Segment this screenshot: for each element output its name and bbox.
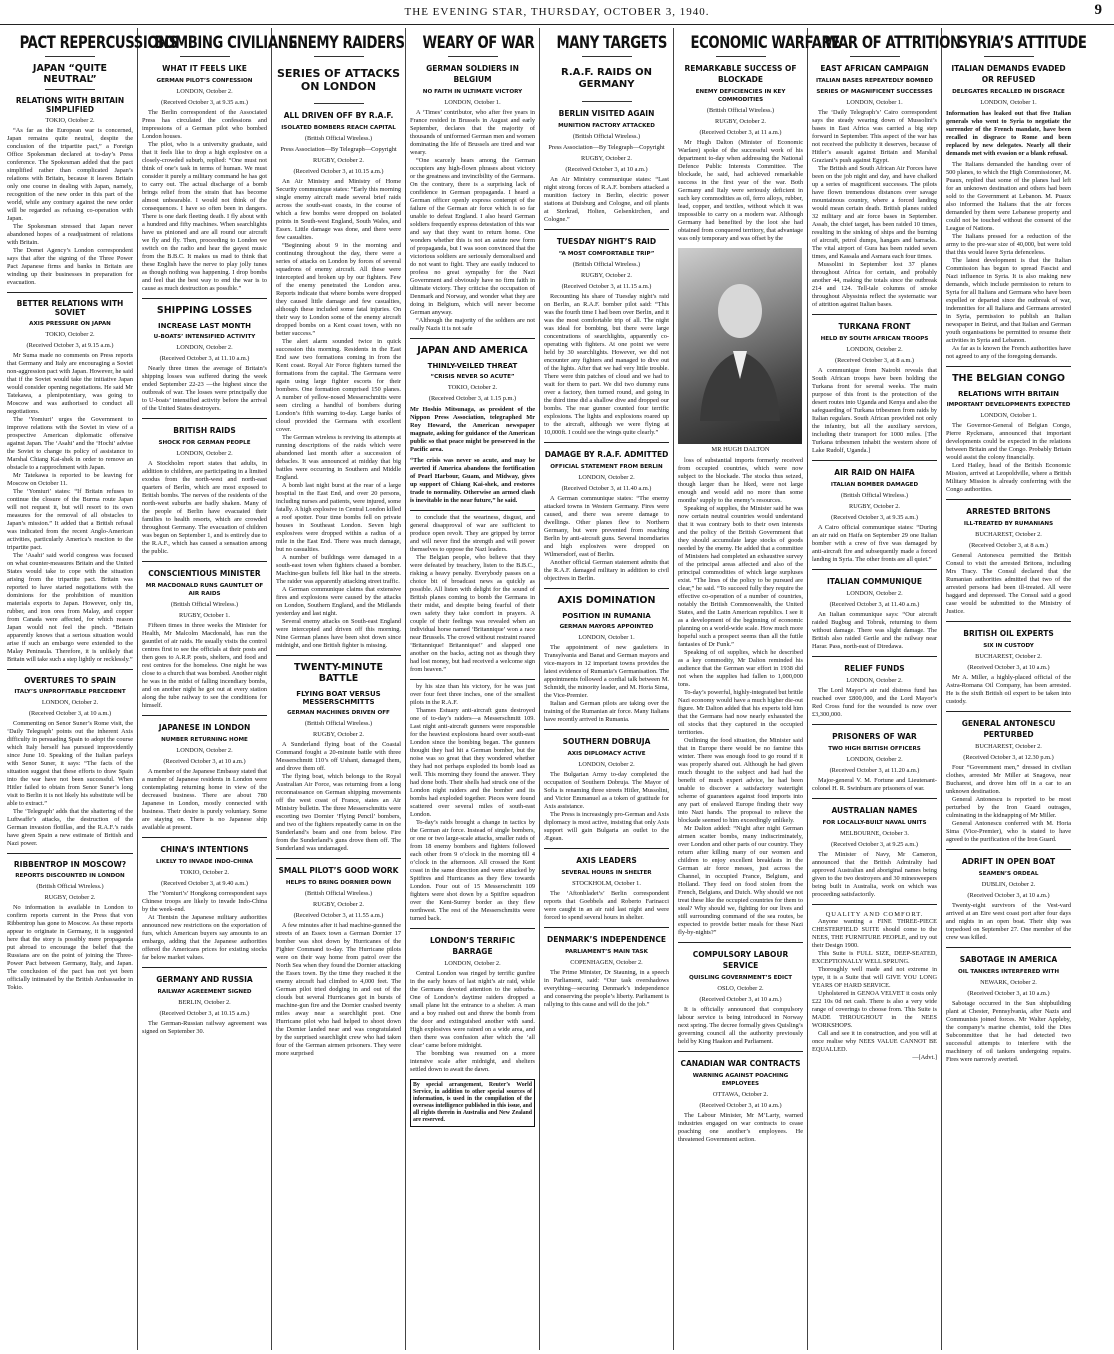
reuters-notice — [410, 1079, 535, 1127]
paragraph: The German-Russian railway agreement was signed on September 30. — [142, 1020, 267, 1035]
paragraph: Major-general V. M. Fortune and Lieutenant-colonel H. R. Swinburn are prisoners of war. — [812, 777, 937, 792]
column-4 — [405, 28, 539, 1350]
source-line: Press Association—By Telegraph—Copyright — [280, 146, 397, 153]
column-heading: BOMBING CIVILIANS — [154, 33, 298, 52]
paragraph: Commenting on Senor Suner’s Rome visit, the ‘Daily Telegraph’ points out the inherent Axis difficulty in persuading Spain to adopt the course which Italy herself has pursued improvidently since June 10. Speaking of the Italian parleys with Senor Suner, it says: “The facts of the situation suggest that these efforts to draw Spain into the war have not been successful. When Hitler failed to obtain from Senor Suner’s long visit to Berlin it is not likely his substitute will be able to extract.” — [7, 720, 133, 807]
dateline: DUBLIN, October 2. — [981, 881, 1036, 888]
dateline: BUCHAREST, October 2. — [975, 531, 1042, 538]
paragraph: Central London was ringed by terrific gunfire in the early hours of last night’s air raid, while the Germans devoted attention to the suburbs. One of London’s daytime raiders dropped a small plane hit the entrance to a shelter. A man and a boy rushed out and threw the bomb from the door and extinguished another with sand. High explosives were rained on a wide area, and then there was confusion after which the ‘all clear’ came before midnight. — [410, 970, 535, 1049]
received-line: (Received October 3, at 10.15 a.m.) — [159, 1010, 250, 1017]
story-headline: BRITISH RAIDS — [173, 426, 236, 435]
paragraph: It is officially announced that compulsory labour service is being introduced in Norway next spring. The decree formally gives Quisling’s governing council all the authority previously held by King Haakon and Parliament. — [678, 1006, 803, 1045]
newspaper-columns — [3, 28, 1111, 1350]
story-headline: REMARKABLE SUCCESS OF BLOCKADE — [684, 64, 797, 84]
paragraph: Lord Hailey, head of the British Economic Mission, arrived at Leopoldville, where a British Military Mission is already conferring with the Congo authorities. — [946, 462, 1071, 493]
paragraph: “Although the majority of the soldiers are not really Nazis it is not safe — [410, 317, 535, 332]
dateline: TOKIO, October 2. — [45, 331, 95, 338]
story-subhead: POSITION IN RUMANIA — [562, 612, 651, 620]
received-line: (Received October 3, at 11.40 a.m.) — [829, 601, 920, 608]
story-subhead: SERIES OF MAGNIFICENT SUCCESSES — [816, 89, 933, 95]
story-headline: SMALL PILOT’S GOOD WORK — [278, 866, 399, 875]
story-subhead: THINLY-VEILED THREAT — [427, 362, 518, 370]
advert-paragraph: Anyone wanting a FINE THREE-PIECE CHESTERFIELD SUITE should come to the NEES, THE FURNITURE PEOPLE, and try out their Design 1900. — [812, 918, 937, 949]
dateline: RUGBY, October 2. — [849, 503, 900, 510]
received-line: (Received October 3, at 11.15 a.m.) — [561, 283, 652, 290]
dateline: LONDON, October 2. — [846, 756, 903, 763]
dateline: LONDON, October 2. — [846, 590, 903, 597]
paragraph: Fifteen times in three weeks the Minister for Health, Mr Malcolm Macdonald, has run the gauntlet of air raids. He usually visits the control centres first to see the officials at their posts and then goes to A.R.P. posts, shelters, and food and rest centres for the homeless. One night he was close to a church that was bombed. Another night he was in the midst of falling incendiary bombs, and on another night he got out at every station along the tube railway to see the conditions for himself. — [142, 622, 267, 709]
source-line: (British Official Wireless.) — [840, 492, 909, 499]
column-heading: PACT REPERCUSSIONS — [19, 33, 178, 52]
received-line: (Received October 3, at 9.40 a.m.) — [161, 880, 248, 887]
story-subhead: WARNING AGAINST POACHING EMPLOYEES — [692, 1073, 789, 1087]
story-subhead: RELATIONS WITH BRITAIN — [957, 390, 1059, 398]
paragraph: Speaking of supplies, the Minister said he was now certain neutral countries would understand that it was contrary both to their own interests and the policy of the British Government that they should accumulate large stocks of goods needed by the enemy. He added that a committee of Ministers had completed an exhaustive survey of the principal areas affected and also of the principal commodities of which large surpluses exist. “The lines of the policy to be pursued are clear,” he said. “To succeed fully they require the effective co-operation of a number of countries, notably the British Commonwealth, the United States, and the Latin American republics. I see it as a development of the beginning of economic planning on a world-wide scale. How much more hopeful such a prospect seems than all the futile fantasies of Dr Funk.” — [678, 505, 803, 648]
story-headline: TUESDAY NIGHT’S RAID — [556, 237, 657, 246]
dateline: OTTAWA, October 2. — [712, 1091, 769, 1098]
paragraph: The Berlin correspondent of the Associated Press has circulated the confessions and impressions of a German pilot who bombed London houses. — [142, 109, 267, 140]
dateline: LONDON, October 1. — [980, 99, 1037, 106]
story-subhead: GERMAN MAYORS APPOINTED — [559, 624, 654, 630]
dateline: BERLIN, October 2. — [178, 999, 231, 1006]
paragraph: to conclude that the weariness, disgust, and general disapproval of war are sufficient to produce open revolt. They are gripped by terror and will never find the strength and will power themselves to oppose the Nazi leaders. — [410, 514, 535, 553]
story-headline: R.A.F. RAIDS ON GERMANY — [560, 67, 653, 90]
story-headline: CANADIAN WAR CONTRACTS — [680, 1059, 801, 1068]
story-headline: RELIEF FUNDS — [844, 664, 905, 673]
story-subhead: OIL TANKERS INTERFERED WITH — [958, 969, 1059, 975]
paragraph: The bombing was resumed on a more intensive scale after midnight, and shelters settled down to await the dawn. — [410, 1050, 535, 1073]
paragraph: At Tientsin the Japanese military authorities announced new restrictions on the exportation of furs, which American buyers say amounts to an embargo, adding that the Japanese authorities offered the Americans prices for existing stocks far below market values. — [142, 914, 267, 961]
story-headline: DENMARK’S INDEPENDENCE — [547, 935, 666, 944]
source-line: (British Official Wireless.) — [170, 601, 239, 608]
dateline: TOKIO, October 2. — [179, 869, 230, 876]
dateline: MELBOURNE, October 3. — [840, 830, 909, 837]
dateline: BUCHAREST, October 2. — [975, 653, 1042, 660]
advert-paragraph: Upholstered in GENOA VELVET it costs only £22 10s 0d net cash. There is also a very wide range of coverings to choose from. This Suite is MADE THROUGHOUT in the NEES WORKSHOPS. — [812, 990, 937, 1029]
paragraph: The alert alarm sounded twice in quick succession this morning. Residents in the East End saw two formations coming in from the Kent coast. Royal Air Force fighters turned the formations from the capital. The Germans were again using large fighter escorts for their bombers. One formation comprised 150 planes. A number of yellow-nosed Messerschmitts were seen circling a handful of bombers during London’s fifth warning to-day. Large banks of cloud provided the Germans with excellent cover. — [276, 338, 401, 433]
page-number: 9 — [1094, 2, 1102, 18]
paragraph: The Press is increasingly pro-German and Axis diplomacy is most active, insisting that only Axis support will gain Bulgaria an outlet to the Ægean. — [544, 811, 669, 842]
paragraph: The Italians pressed for a reduction of the army to the pre-war size of 40,000, but were told that this would leave Syria defenceless. — [946, 233, 1071, 256]
source-line: (British Official Wireless.) — [36, 883, 104, 890]
paragraph: The Prime Minister, Dr Stauning, in a speech in Parliament, said: “Our task overshadows everything—securing Denmark’s independence and conserving the people’s liberty. Parliament is rallying to this cause and will do the job.” — [544, 969, 669, 1008]
story-headline: BETTER RELATIONS WITH SOVIET — [16, 299, 124, 317]
story-headline: SABOTAGE IN AMERICA — [959, 955, 1058, 964]
story-headline: ITALIAN COMMUNIQUE — [827, 577, 922, 586]
advert-title: QUALITY AND COMFORT. — [825, 911, 924, 918]
received-line: (Received October 3, at 10 a.m.) — [967, 990, 1050, 997]
portrait-photo — [678, 248, 802, 444]
story-headline: RIBBENTROP IN MOSCOW? — [13, 860, 127, 869]
story-subhead: ISOLATED BOMBERS REACH CAPITAL — [281, 125, 396, 131]
paragraph: The Belgian people, who believe that they were defeated by treachery, listen to the B.B.C., risking a heavy penalty. Everybody passes on a choice bit of broadcast news as quickly as possible. All listen with delight for the sound of British planes coming to bomb the Germans in their midst, and despite being fearful of their own safety they take comfort in prayers. A couple of their feelings was revealed when an individual horse named ‘Britannique’ won a race near Brussels. The crowd without restraint roared ‘Britannique! Britannique!’ and slapped one another on the backs, acting not as though they had lost money, but had received a welcome sign from heaven.” — [410, 554, 535, 673]
received-line: (Received October 3, at 8 a.m.) — [968, 542, 1049, 549]
story-subhead: ILL-TREATED BY RUMANIANS — [963, 521, 1054, 527]
paragraph: The Lord Mayor’s air raid distress fund has reached over £800,000, and the Lord Mayor’s Red Cross fund for the wounded is now over £3,300,000. — [812, 687, 937, 718]
received-line: (Received October 3, at 10 a.m.) — [699, 996, 782, 1003]
portrait-icon — [695, 271, 785, 421]
paragraph: A Sunderland flying boat of the Coastal Command fought a 20-minute battle with three Messerschmitt 110’s off Ushant, damaged them, and drove them off. — [276, 741, 401, 772]
notice-text: By special arrangement, Reuter’s World Service, in addition to other special sources of information, is used in the compilation of the overseas intelligence published in this issue, and all rights therein in Australia and New Zealand are reserved. — [413, 1082, 532, 1123]
paragraph: A bomb last night burst at the rear of a large hospital in the East End, and over 20 persons, including nurses and patients, were injured, some fatally. A high explosive in Central London killed a roof spotter. Four time bombs fell on private houses in Southeast London. Seven high explosives were dropped within a radius of a mile in the East End. There was much damage, but no casualties. — [276, 482, 401, 553]
story-headline: COMPULSORY LABOUR SERVICE — [692, 950, 789, 970]
bold-paragraph: “The crisis was never so acute, and may be averted if America abandons the fortification of Pearl Harbour, Guam, and Midway, gives up support of Chiang Kai-shek, and restores trade to normality. Otherwise an armed clash is inevitable in the near future,” he said. — [410, 457, 535, 504]
paragraph: Mussolini in September lost 37 planes throughout Africa for certain, and probably another 44, making the totals since the outbreak 214 and 124. Tell-tale columns of smoke throughout Abyssinia reflect the systematic war of attrition against Italian bases. — [812, 261, 937, 308]
paragraph: “As far as the European war is concerned, Japan remains quite neutral, despite the conclusion of the tripartite pact,” a Foreign Office Spokesman declared at to-day’s Press conference. The Spokesman added that the pact simplified rather than complicated Japan’s relations with Britain, because it leaves Britain only one course in dealing with Japan, namely, recognition of the new order in this part of the world, while any contrary against the new order will be regarded as refusing co-operation with Japan. — [7, 127, 133, 222]
dateline: LONDON, October 1. — [980, 412, 1037, 419]
story-headline: TWENTY-MINUTE BATTLE — [294, 662, 383, 684]
received-line: (Received October 3, at 11.20 a.m.) — [829, 767, 920, 774]
advert-signature: —[Advt.] — [912, 1054, 937, 1061]
story-headline: OVERTURES TO SPAIN — [24, 676, 116, 685]
paragraph: “One scarcely hears among the German occupiers any high-flown phrases about victory or the greatness and invincibility of the Germans. On the contrary, there is a surprising lack of confidence in German propaganda. I heard a German officer openly express contempt of the failure of the German air force which is so far unable to defeat England. I also heard German soldiers frequently express detestation of this war and say that they want to return home. One wonders whether this is not an astute new form of propaganda, but I was soon convinced that the victorious soldiers are seriously demoralised and do not want to fight. They are easily induced to profess no great sympathy for the Nazi Government and obviously have no firm faith in ultimate victory. They criticise the occupation of Denmark and Norway, and wonder what they are doing in Belgium, which will never become German anyway. — [410, 157, 535, 316]
story-headline: JAPANESE IN LONDON — [158, 723, 251, 732]
received-line: (Received October 3, at 11 a.m.) — [699, 129, 782, 136]
paragraph: A ‘Times’ contributor, who after five years in France resided in Brussels in August and early September, declares that the majority of thousands of uniformed German men and women dominating the life of Brussels are tired and war weary. — [410, 109, 535, 156]
story-headline: DAMAGE BY R.A.F. ADMITTED — [544, 450, 669, 459]
received-line: (Received October 3, at 10 a.m.) — [565, 166, 648, 173]
dateline: STOCKHOLM, October 1. — [572, 880, 641, 887]
story-subhead: OFFICIAL STATEMENT FROM BERLIN — [550, 464, 663, 470]
story-headline: SHIPPING LOSSES — [156, 305, 253, 316]
source-line: (British Official Wireless.) — [304, 720, 373, 727]
story-subhead: AXIS DIPLOMACY ACTIVE — [567, 751, 646, 757]
column-8 — [941, 28, 1087, 1350]
story-subhead: “A MOST COMFORTABLE TRIP” — [558, 251, 655, 257]
column-5 — [539, 28, 673, 1350]
dateline: LONDON, October 2. — [578, 474, 635, 481]
column-heading: ENEMY RAIDERS — [288, 33, 405, 52]
story-headline: AXIS DOMINATION — [557, 595, 656, 606]
dateline: LONDON, October 2. — [176, 88, 233, 95]
dateline: LONDON, October 2. — [41, 699, 99, 706]
source-line: (British Official Wireless.) — [706, 107, 775, 114]
story-subhead: PARLIAMENT’S MAIN TASK — [565, 949, 648, 955]
dateline: LONDON, October 1. — [444, 99, 501, 106]
paragraph: General Antonescu is reported to be most perturbed by the Iron Guard outrages, culminating in the kidnapping of Mr Miller. — [946, 796, 1071, 819]
paragraph: loss of substantial imports formerly received from occupied countries, which were now subject to the blockade. The stocks thus seized, though larger than he liked, were not large enough and would add no more than some months’ supply to the enemy’s resources. — [678, 457, 803, 504]
paragraph: Recounting his share of Tuesday night’s raid on Berlin, an R.A.F. bomber pilot said: “This was the fourth time I had been over Berlin, and it was the most comfortable trip of all. The night was ideal for bombing, but there were large concentrations of searchlights, apparently co-operating with fighters. At one point we were held by 30 searchlights. However, we did not encounter any fighters and managed to dive out of the lights. After that we had very little trouble. There were thin patches of cloud and we had to wait for them to part. We did two dummy runs over a factory, then turned round, and going in the third time did a shallow dive and dropped our bombs. The rear gunner counted four terrific explosions. The lights and explosions roared up to the aircraft, although we were flying at 10,000ft. I could see the wings quite clearly.” — [544, 293, 669, 436]
masthead — [0, 0, 1114, 25]
story-subhead: GERMAN PILOT’S CONFESSION — [156, 78, 253, 84]
story-headline: BRITISH OIL EXPERTS — [963, 629, 1054, 638]
received-line: (Received October 3, at 10 a.m.) — [28, 710, 112, 717]
column-heading: WAR OF ATTRITION — [824, 33, 961, 52]
received-line: (Received October 3, at 1.15 p.m.) — [428, 395, 517, 402]
story-subhead: “CRISIS NEVER SO ACUTE” — [430, 374, 515, 380]
story-headline: ITALIAN DEMANDS EVADED OR REFUSED — [951, 64, 1066, 84]
story-headline: GERMAN SOLDIERS IN BELGIUM — [426, 64, 519, 84]
received-line: (Received October 3, at 11.40 a.m.) — [561, 485, 652, 492]
paragraph: by his size than his victory, for he was just over four feet three inches, one of the smallest pilots in the R.A.F. — [410, 683, 535, 706]
dateline: LONDON, October 1. — [846, 99, 903, 106]
story-subhead: ENEMY DEFICIENCIES IN KEY COMMODITIES — [695, 89, 786, 103]
dateline: RUGBY, October 1. — [179, 612, 230, 619]
story-headline: TURKANA FRONT — [838, 322, 911, 331]
source-line: (British Official Wireless.) — [572, 133, 641, 140]
story-headline: GENERAL ANTONESCU PERTURBED — [961, 719, 1056, 739]
column-heading: MANY TARGETS — [556, 33, 667, 52]
paragraph: The latest development is that the Italian Commission has begun to spread Fascist and Nazi influence in Syria. It is also making new demands, which include permission to return to Syria for all Italians and Germans who have been expelled or departed since the outbreak of war, indemnities for all Italians and Germans arrested in Syria, permission to publish an Italian newspaper in Beirut, and that Italian and German youth organisations be permitted to resume their activities in Syria and Lebanon. — [946, 257, 1071, 344]
story-subhead: LIKELY TO INVADE INDO-CHINA — [156, 859, 253, 865]
story-subhead: FLYING BOAT VERSUS MESSERSCHMITTS — [296, 690, 381, 706]
paragraph: Several enemy attacks on South-east England were intercepted and driven off this morning. Nine German planes have been shot down since midnight, and one British fighter is missing. — [276, 618, 401, 649]
received-line: (Received October 3, at 11.55 a.m.) — [293, 912, 384, 919]
dateline: LONDON, October 2. — [176, 450, 233, 457]
paragraph: The Governor-General of Belgian Congo, Pierre Ryckmans, announced that important developments could be expected in the relations between Britain and the Congo. Probably Britain would assist the colony financially. — [946, 422, 1071, 461]
received-line: (Received October 3, at 9.15 a.m.) — [26, 342, 114, 349]
paragraph: Outlining the food situation, the Minister said that in Europe there would be no famine this winter. There was enough food to go round if it was properly shared out. Although he had given much thought to the subject and had had the benefit of much expert advice, he had been unable to discover a satisfactory watertight scheme of guarantees against food imports into any part of enslaved Europe finding their way into Nazi hands. The proposal to relieve the blockade seemed to him exceedingly unlikely. — [678, 737, 803, 824]
dateline: NEWARK, October 2. — [980, 979, 1037, 986]
dateline: LONDON, October 2. — [578, 761, 635, 768]
paragraph: The Spokesman stressed that Japan never abandoned hopes of a readjustment of relations with Britain. — [7, 223, 133, 246]
story-subhead: IMPORTANT DEVELOPMENTS EXPECTED — [946, 402, 1071, 408]
paragraph: To-day’s powerful, highly-integrated but brittle Nazi economy would have a much higher die-out figure. Mr Dalton added that his experts told him that the Germans had now nearly exhausted the oil stocks that they captured in the occupied territories. — [678, 689, 803, 736]
paragraph: Mr Dalton added: “Night after night German airmen scatter bombs, many indiscriminately, over London and other parts of our country. They return after killing many of our women and children to enjoy excellent breakfasts in the German air force messes, just across the Channel, in occupied France, Belgium, and Holland. They feed on food stolen from the French, Belgians, and Dutch. Why should we not treat these like the occupied countries for them to steal? Why should we, fighting for our lives and still surrounding command of the sea routes, be expected to provide better meals for these Nazi fly-by-nights?” — [678, 825, 803, 936]
received-line: (Received October 3, at 10 a.m.) — [967, 892, 1050, 899]
story-subhead: FOR LOCALLY-BUILT NAVAL UNITS — [822, 820, 927, 826]
story-subhead: REPORTS DISCOUNTED IN LONDON — [15, 873, 125, 879]
paragraph: Nearly three times the average of Britain’s shipping losses was suffered during the week ended September 22-23 —the highest since the outbreak of war. The losses were principally due to U-boats’ intensified activity before the arrival of the United States destroyers. — [142, 365, 267, 412]
received-line: (Received October 3, at 10 a.m.) — [699, 1102, 782, 1109]
dateline: TOKIO, October 2. — [447, 384, 498, 391]
story-headline: JAPAN AND AMERICA — [417, 345, 528, 356]
received-line: (Received October 3, at 8 a.m.) — [834, 357, 915, 364]
paragraph: The ‘Telegraph’ adds that the shattering of the Luftwaffe’s attacks, the destruction of the German invasion flotillas, and the R.A.F.’s raids have given Spain a new estimate of British and Nazi power. — [7, 808, 133, 847]
dateline: LONDON, October 2. — [176, 747, 233, 754]
source-line: (British Official Wireless.) — [304, 890, 373, 897]
paragraph: As far as is known the French authorities have not agreed to any of the foregoing demands. — [946, 345, 1071, 360]
received-line: (Received October 3, at 9.25 a.m.) — [831, 841, 918, 848]
story-headline: ARRESTED BRITONS — [966, 507, 1051, 516]
received-line: (Received October 3, at 9.35 a.m.) — [161, 99, 248, 106]
received-line: (Received October 3, at 10 a.m.) — [967, 664, 1050, 671]
paragraph: A number of buildings were damaged in a south-east town when fighters chased a bomber. Machine-gun bullets fell like hail in the streets. The raider was apparently attacking street traffic. — [276, 554, 401, 585]
paragraph: The Domei Agency’s London correspondent says that after the signing of the Three Power Pact Japanese firms and banks in Britain are winding up their businesses in preparation for evacuation. — [7, 247, 133, 286]
paragraph: Mr Tatekawa is reported to be leaving for Moscow on October 11. — [7, 472, 133, 487]
paragraph: A German communique claims that extensive fires and explosions were caused by the attacks on London, Southern England, and the Midlands yesterday and last night. — [276, 586, 401, 617]
story-headline: JAPAN “QUITE NEUTRAL” — [32, 63, 108, 85]
dateline: LONDON, October 2. — [846, 346, 903, 353]
advert-paragraph: Thoroughly well made and not extreme in type, it is a Suite that will GIVE YOU LONG YEARS OF HARD SERVICE. — [812, 966, 937, 989]
story-subhead: ALL DRIVEN OFF BY R.A.F. — [283, 111, 394, 120]
story-subhead: SEAMEN’S ORDEAL — [978, 871, 1039, 877]
received-line: (Received October 3, at 11.10 a.m.) — [159, 355, 250, 362]
story-headline: GERMANY AND RUSSIA — [156, 975, 253, 984]
paragraph: The German wireless is reviving its attempts at running descriptions of the raids which were abandoned last month after a succession of debacles. It was announced at midday that big battles were occurring in Southern and Middle England. — [276, 434, 401, 481]
paragraph: The Bulgarian Army to-day completed the occupation of Southern Dobruja. The Mayor of Sofia is renaming three streets Hitler, Mussolini, and Victor Emmanuel as a token of gratitude for Axis assistance. — [544, 771, 669, 810]
story-headline: EAST AFRICAN CAMPAIGN — [820, 64, 929, 73]
story-subhead: ITALY’S UNPROFITABLE PRECEDENT — [14, 689, 126, 695]
paragraph: An Italian communique says: “Our aircraft raided Bugbug and Tobruk, returning to them without damage. There was slight damage. The British also raided Gerile and the railway near Harar. Pass, north-east of Diredawa. — [812, 611, 937, 650]
dateline: RUGBY, October 2. — [313, 731, 364, 738]
paragraph: Another official German statement admits that the R.A.F. damaged military in addition to civil objectives in Berlin. — [544, 559, 669, 582]
column-6 — [673, 28, 840, 1350]
column-3 — [271, 28, 405, 1350]
paragraph: Sabotage occurred in the Sun shipbuilding plant at Chester, Pennsylvania, after Nazis and Communists joined forces. Mr Walter Appleby, the company’s marine chemist, told the Dies Subcommittee that he had detected two successful attempts to interfere with the machinery of oil tankers undergoing repairs. Fires were narrowly averted. — [946, 1000, 1071, 1063]
paragraph: A Stockholm report states that adults, in addition to children, are participating in a limited exodus from the north-west and north-east quarters of Berlin, which are most exposed to British bombs. The nerves of the residents of the north-west suburbs are badly shaken. Many of the people of Berlin have evacuated their families to health resorts, which are crowded throughout Germany. The evacuation of children was begun on September 1, and is entirely due to the R.A.F., which has caused a sensation among the public. — [142, 460, 267, 555]
story-subhead: SHOCK FOR GERMAN PEOPLE — [158, 440, 251, 446]
story-subhead: RELATIONS WITH BRITAIN SIMPLIFIED — [15, 96, 125, 114]
paragraph: The ‘Asahi’ said world congress was focused on what counter-measures Britain and the United States would take to cope with the situation arising from the tripartite pact. Britain was reported to have started negotiations with the dominions for the prohibition of munition materials exports to Japan. However, only tin, rubber, and iron ores from Malay, and copper from Canada were affected, for which reason Japan would not feel the pinch. “Britain apparently knows that a serious situation would arise if such an embargo were extended to the Malay Peninsula. Therefore, it is unlikely that Britain will take such a step lightly or recklessly.” — [7, 552, 133, 663]
column-1 — [3, 28, 178, 1350]
story-headline: AIR RAID ON HAIFA — [834, 468, 915, 477]
paragraph: No information is available in London to confirm reports current in the Press that von Ribbentrop has gone to Moscow. As these reports appear to originate in Germany, it is suggested here that the story is possibly mere propaganda put abroad to encourage the belief that the Russians are on the point of joining the Three-Power Pact between Germany, Italy, and Japan. The conclusion of the pact has not yet been officially intimated by the British Ambassador in Tokio. — [7, 904, 133, 991]
story-subhead: NUMBER RETURNING HOME — [161, 737, 248, 743]
paragraph: The Labour Minister, Mr M’Larty, warned industries engaged on war contracts to cease poaching one another’s employees. He threatened Government action. — [678, 1112, 803, 1143]
story-subhead: HELD BY SOUTH AFRICAN TROOPS — [820, 336, 929, 342]
paragraph: The ‘Yomiuri’s’ Hongkong correspondent says Chinese troops are likely to invade Indo-China by the week-end. — [142, 890, 267, 913]
dateline: COPENHAGEN, October 2. — [570, 959, 643, 966]
dateline: RUGBY, October 2. — [581, 272, 632, 279]
source-line: (British Official Wireless.) — [304, 135, 373, 142]
paragraph: Speaking of oil supplies, which he described as a key commodity, Mr Dalton reminded his audience that the German war effort in 1938 did not when the supplies had fallen to 1,000,000 tons. — [678, 649, 803, 688]
masthead-title: THE EVENING STAR, THURSDAY, OCTOBER 3, 1940. — [404, 6, 710, 18]
paragraph: Mr Hugh Dalton (Minister of Economic Warfare) spoke of the successful work of his department to-day when addressing the National Defence Public Interests Committee. The blockade, he said, had achieved remarkable success in the first year of the war. Both Germany and Italy were seriously deficient in such key commodities as oil, ferro alloys, rubber, lead, copper, and textiles, without which it was impossible to carry on a modern war. Although Germany had benefited by the loot she had obtained from conquered territory, that advantage was only temporary and was offset by the — [678, 139, 803, 242]
paragraph: The ‘Yomiuri’ states: “If Britain refuses to continue the closure of the Burma route Japan will not request it, but will resort to its own measures for the removal of all obstacles to Japan’s mission.” It added that a British refusal was indicated from the recent Anglo-American activities, particularly America’s reaction to the tripartite pact. — [7, 488, 133, 551]
column-7 — [807, 28, 961, 1350]
paragraph: Mr Suma made no comments on Press reports that Germany and Italy are encouraging a Soviet non-aggression pact with Japan. However, he said that if the Soviet would take the initiative Japan would consider opening negotiations. He said Mr Tatekawa, a plenipotentiary, was going to Moscow and was authorised to conduct all negotiations. — [7, 352, 133, 415]
story-headline: LONDON’S TERRIFIC BARRAGE — [430, 936, 515, 956]
story-subhead: GERMAN MACHINES DRIVEN OFF — [287, 710, 390, 716]
received-line: (Received October 3, at 10.15 a.m.) — [293, 168, 384, 175]
source-line: (British Official Wireless.) — [572, 261, 641, 268]
advert-paragraph: Call and see it in construction, and you will at once realise why NEES VALUE CANNOT BE EQUALLED. — [812, 1030, 937, 1053]
story-headline: SERIES OF ATTACKS ON LONDON — [276, 67, 401, 93]
story-subhead: QUISLING GOVERNMENT’S EDICT — [688, 975, 793, 981]
paragraph: Italian and German pilots are taking over the training of the Rumanian air force. Many Italians have recently arrived in Rumania. — [544, 700, 669, 723]
column-2 — [137, 28, 298, 1350]
paragraph: The ‘Daily Telegraph’s’ Cairo correspondent says the steady wearing down of Mussolini’s bases in East Africa was carried a big step forward in September. This aspect of the war has not received the publicity it deserves, because of Hitler’s assault against Britain and Marshal Graziani’s push against Egypt. — [812, 109, 937, 164]
story-subhead: MR MACDONALD RUNS GAUNTLET OF AIR RAIDS — [145, 583, 264, 597]
story-subhead: DELEGATES RECALLED IN DISGRACE — [952, 89, 1065, 95]
column-heading: SYRIA’S ATTITUDE — [958, 33, 1087, 52]
paragraph: Mr A. Miller, a highly-placed official of the Astra-Romana Oil Company, has been arrested. He is the sixth British oil expert to be taken into custody. — [946, 674, 1071, 705]
paragraph: The Minister of Navy, Mr Cameron, announced that the British Admiralty had approved Australian and aboriginal names being given to the two destroyers and 30 minesweepers being built in Australia, work on which was proceeding satisfactorily. — [812, 851, 937, 898]
story-subhead: MUNITION FACTORY ATTACKED — [558, 123, 655, 129]
story-subhead: RAILWAY AGREEMENT SIGNED — [157, 989, 252, 995]
story-headline: SOUTHERN DOBRUJA — [562, 737, 651, 746]
paragraph: A member of the Japanese Embassy stated that a number of Japanese residents in London were contemplating returning home in view of the decreased business. There are about 780 Japanese in London, mostly connected with business. Their desire is purely voluntary. Some are staying on. There is no Japanese ship available at present. — [142, 768, 267, 831]
paragraph: An Air Ministry and Ministry of Home Security communique states: “Early this morning single enemy aircraft made several brief raids across the south-east coasts, in the course of which a few bombs were dropped on isolated points in South-west England, South Wales, and Essex. Little damage was done, and there were few casualties. — [276, 178, 401, 241]
dateline: OSLO, October 2. — [717, 985, 764, 992]
received-line: (Received October 3, at 9.35 a.m.) — [831, 514, 918, 521]
paragraph: A Cairo official communique states: “During an air raid on Haifa on September 29 one Italian bomber with a crew of five was damaged by anti-aircraft fire and subsequently made a forced landing in Syria. The other fronts are all quiet.” — [812, 524, 937, 563]
paragraph: The flying boat, which belongs to the Royal Australian Air Force, was returning from a long reconnaissance on German shipping movements off the west coast of France, states an Air Ministry bulletin. The three Messerschmitts were escorting two Dornier ‘Flying Pencil’ bombers, and two of the fighters repeatedly came in on the Sunderland’s beam and one from below. Fire from the Sunderland’s guns drove them off. The Sunderland was undamaged. — [276, 773, 401, 852]
paragraph: A communique from Nairobi reveals that South African troops have been holding the Turkana front for several weeks. The main purpose of this front is the protection of the desert routes into Uganda and Kenya and also the safeguarding of Turkana tribesmen from raids by Italian regulars. South African provided not only the infantry, but all the auxiliary services, including their transport for 1000 miles. [The Turkana tribesmen inhabit the western shore of Lake Rudolf, Uganda.] — [812, 367, 937, 454]
story-subhead: HELPS TO BRING DORNIER DOWN — [285, 880, 392, 886]
source-line: Press Association—By Telegraph—Copyright — [548, 144, 665, 151]
dateline: RUGBY, October 2. — [313, 157, 364, 164]
paragraph: General Antonescu permitted the British Consul to visit the arrested Britons, including Mrs Tracy. The Consul declared that the Rumanian authorities admitted that two of the arrested persons had been ill-treated. All were haggard and depressed. The Consul said a good case would be submitted to the Ministry of Justice. — [946, 552, 1071, 615]
story-headline: CONSCIENTIOUS MINISTER — [148, 569, 261, 578]
dateline: LONDON, October 2. — [176, 344, 233, 351]
dateline: BUCHAREST, October 2. — [975, 743, 1042, 750]
bold-paragraph: Mr Hoshio Mitsunaga, as president of the Nippon Press Association, telegraphed Mr Roy Howard, the American newspaper magnate, asking for guidance of the American public so that peace might be preserved in the Pacific area. — [410, 406, 535, 453]
story-headline: CHINA’S INTENTIONS — [160, 845, 249, 854]
story-headline: THE BELGIAN CONGO — [952, 373, 1065, 384]
dateline: LONDON, October 2. — [444, 960, 501, 967]
dateline: TOKIO, October 2. — [45, 117, 95, 124]
paragraph: Thames Estuary anti-aircraft guns destroyed one of to-day’s raiders—a Messerschmitt 109. Last night anti-aircraft gunners were responsible for the heaviest explosions heard over south-east London since the bombing began. The gunners thought they had hit a German bomber, but the noise was so great that they wondered whether they had not perhaps exploded its bomb load as well. This morning they found the answer. They had done both. Their shells had struck one of the London night raiders and the bomber and its bombs had exploded together. Pieces were found scattered over several miles of south-east London. — [410, 707, 535, 818]
paragraph: General Antonescu conferred with M. Horia Sima (Vice-Premier), who is stated to have agreed to the purification of the Iron Guard. — [946, 820, 1071, 843]
paragraph: “Beginning about 9 in the morning and continuing throughout the day, there were a series of attacks on London by forces of several squadrons of enemy aircraft. All these were intercepted and broken up by our fighters. Few of the enemy penetrated the London area. Reports indicate that where bombs were dropped they caused little damage and few casualties, although these included some fatal injuries. On their way to London some of the enemy aircraft dropped bombs on a Kent coast town, with no better success.” — [276, 242, 401, 337]
dateline: RUGBY, October 2. — [313, 901, 364, 908]
photo-caption: MR HUGH DALTON — [711, 446, 770, 453]
paragraph: To-day’s raids brought a change in tactics by the German air force. Instead of single bombers, or one or two large-scale attacks, smaller raids of from 18 enemy bombers and fighters followed each other from 9 o’clock in the morning till 4 o’clock in the afternoon. All crossed the Kent coast in the same direction and were attacked by Spitfires and Hurricanes as they flew towards London. Four out of 15 Messerschmitt 109 fighters were shot down by a Spitfire squadron over the Kent-Surrey border as they flew northwest. The rest of the Messerschmitts were turned back. — [410, 819, 535, 922]
paragraph: The ‘Aftonbladet’s’ Berlin correspondent reports that Goebbels and Roberto Farinacci were caught in an air raid last night and were forced to spend several hours in shelter. — [544, 890, 669, 921]
dateline: RUGBY, October 2. — [44, 894, 96, 901]
dateline: RUGBY, October 2. — [715, 118, 766, 125]
received-line: (Received October 3, at 10 a.m.) — [163, 758, 246, 765]
story-subhead: BERLIN VISITED AGAIN — [558, 109, 655, 118]
dateline: RUGBY, October 2. — [581, 155, 632, 162]
story-headline: ADRIFT IN OPEN BOAT — [961, 857, 1056, 866]
received-line: (Received October 3, at 12.30 p.m.) — [963, 754, 1054, 761]
paragraph: The appointment of new gauleiters in Transylvania and Banat and German mayors and vice-mayors in 12 important towns provides the latest evidence of Rumania’s Germanisation. The appointments followed a cordial talk between M. Schmidt, the minority leader, and M. Horia Sima, the Vice-Premier. — [544, 644, 669, 699]
story-subhead: AXIS PRESSURE ON JAPAN — [29, 321, 111, 327]
paragraph: An Air Ministry communique states: “Last night strong forces of R.A.F. bombers attacked a munition factory in Berlin, electric power stations at Duisburg and Cologne, and oil plants at Sterkrad, Holten, Gelsenkirchen, and Cologne.” — [544, 176, 669, 223]
paragraph: The pilot, who is a university graduate, said that it feels like to drop a high explosive on a closely-crowded suburb, replied: “One must not think of one’s task in terms of human. We must consider it purely a military command he has got to carry out. The actual discharge of a bomb brings relief from the strain that has become almost unbearable. I would not think of the consequences. I have so often been in dangers. There is one dark fleeting death. I fly about with a hundred and fifty machines. When searchlights have us pinioned and are all round our aircraft we fly and fly. Then, proceeding to London we switch on the radio and hear the gayest music from the B.B.C. It makes us mad to think that these English have the nerve to play jolly tunes as though nothing was happening. I drop bombs and feel that the best way to end the war is to cause as much destruction as possible.” — [142, 141, 267, 292]
story-headline: PRISONERS OF WAR — [832, 732, 917, 741]
story-subhead: TWO HIGH BRITISH OFFICERS — [828, 746, 921, 752]
story-subhead: SEVERAL HOURS IN SHELTER — [561, 870, 652, 876]
paragraph: Four “Government men,” dressed in civilian clothes, arrested Mr Miller at Snagova, near Bucharest, and drove him off in a car to an unknown destination. — [946, 764, 1071, 795]
paragraph: A German communique states: “The enemy attacked towns in Western Germany. Fires were caused, and there was severe damage to dwellings. Other planes flew to Northern Germany, but were prevented from reaching Berlin by anti-aircraft guns. Several incendiaries and high explosives were dropped on Wilmersdorf, east of Berlin. — [544, 495, 669, 558]
paragraph: A few minutes after it had machine-gunned the streets of an Essex town a German Dornier 17 bomber was shot down by Hurricanes of the Fighter Command to-day. The Hurricane pilots were on their way home from patrol over the North Sea when they found the Dornier attacking the Essex town. By the time they reached it the enemy aircraft had climbed to 4,000 feet. The German pilot tried dodging in and out of the clouds but several Hurricanes got in bursts of machine-gun fire and the Dornier crashed twenty miles away near a searchlight post. One Hurricane pilot who had helped to shoot down the Dornier landed near and was congratulated by the surprised searchlight crew who had taken four of the German airmen prisoners. They were more surprised — [276, 922, 401, 1057]
dateline: LONDON, October 1. — [578, 634, 635, 641]
story-headline: AXIS LEADERS — [576, 856, 637, 865]
story-subhead: NO FAITH IN ULTIMATE VICTORY — [422, 89, 523, 95]
column-heading: ECONOMIC WARFARE — [690, 33, 840, 52]
paragraph: The ‘Yomiuri’ urges the Government to improve relations with the Soviet in view of a prospective American diplomatic offensive against Japan. The ‘Asahi’ and the ‘Hochi’ advise the Soviet to change its policy of assistance to Marshal Chiang Kai-shek in order to remove an obstacle to a rapprochment with Japan. — [7, 416, 133, 471]
advert-paragraph: This Suite is FULL SIZE, DEEP-SEATED, EXCEPTIONALLY WELL SPRUNG. — [812, 950, 937, 965]
story-headline: AUSTRALIAN NAMES — [831, 806, 918, 815]
story-subhead: SIX IN CUSTODY — [983, 643, 1034, 649]
paragraph: The British and South African Air Forces have been on the job night and day, and have chalked up a series of magnificent successes. The pilots have flown tremendous distances over savage mountainous country, where a forced landing would mean certain death. British planes raided 32 military and air force bases in September. Assab, the chief target, has been raided 10 times, resulting in the sinking of ships and the burning of aircraft, petrol dumps, hangars and barracks. The vital airport of Gura has been raided seven times, and Kassala and Asmara each four times. — [812, 165, 937, 260]
bold-paragraph: Information has leaked out that five Italian generals who went to Syria to negotiate the surrender of the French mandate, have been recalled in disgrace to Rome and been replaced by new delegates. Nearly all their demands met with evasion or a blank refusal. — [946, 110, 1071, 157]
story-headline: WHAT IT FEELS LIKE — [162, 64, 247, 73]
dateline: LONDON, October 2. — [846, 677, 903, 684]
paragraph: Twenty-eight survivors of the Vest-vard arrived at an Eire west coast port after four days and nights in an open boat. Their ship was torpedoed on September 27. One member of the crew was killed. — [946, 902, 1071, 941]
story-subhead: ITALIAN BASES REPEATEDLY BOMBED — [815, 78, 934, 84]
paragraph: The Italians demanded the handing over of 500 planes, to which the High Commissioner, M. Puaux, replied that some of the planes had left for an unknown destination and others had been sold to the Government at Lebanon. M. Puaux also informed the Italians that the air forces demanded by them were Lebanese property and could not be touched without the consent of the League of Nations. — [946, 161, 1071, 232]
story-subhead: INCREASE LAST MONTH — [158, 322, 251, 330]
story-subhead: U-BOATS’ INTENSIFIED ACTIVITY — [153, 334, 256, 340]
story-subhead: ITALIAN BOMBER DAMAGED — [830, 482, 919, 488]
column-heading: WEARY OF WAR — [422, 33, 535, 52]
